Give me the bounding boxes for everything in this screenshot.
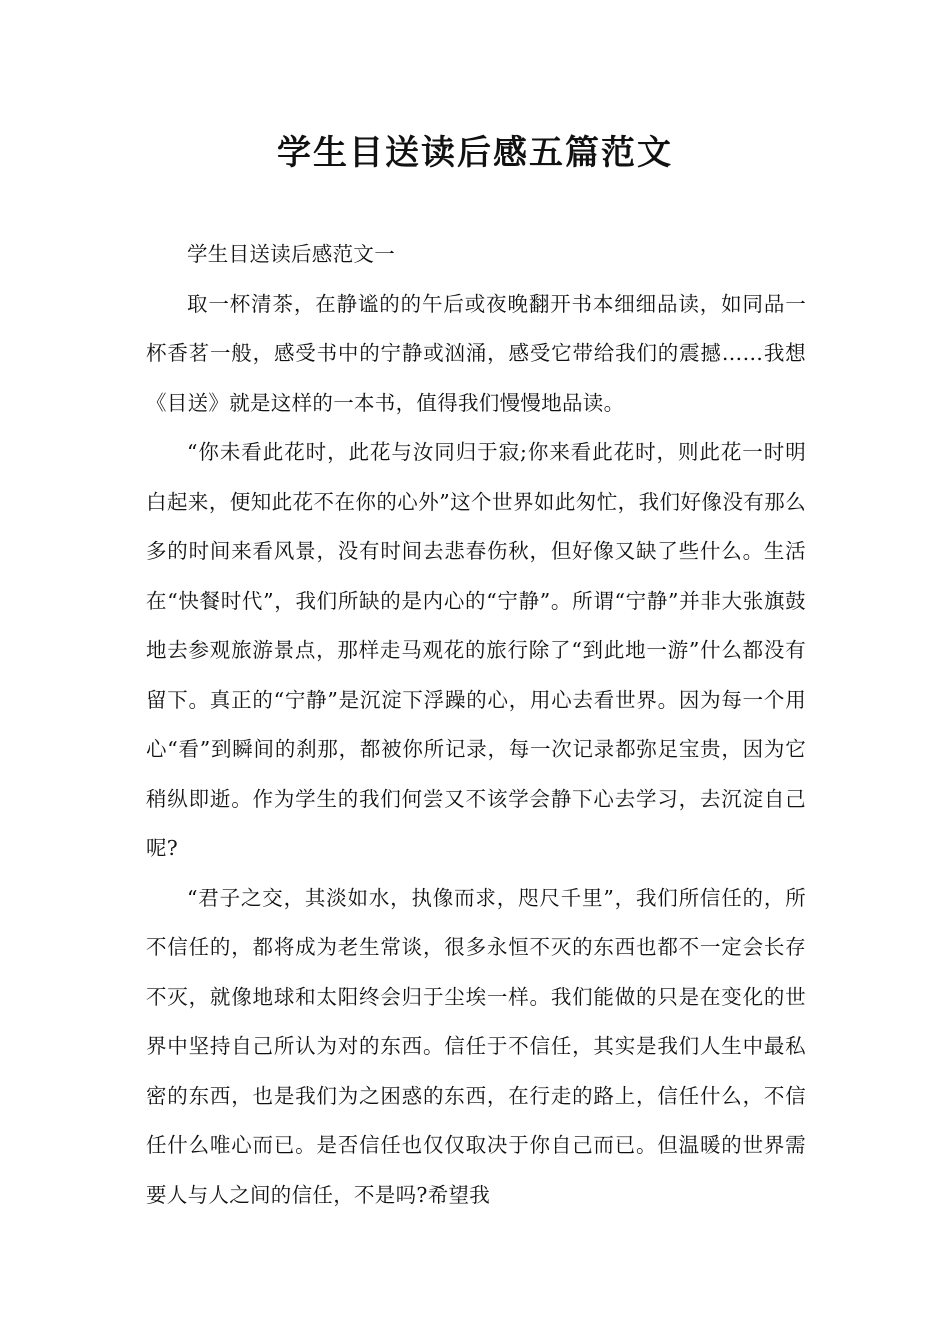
document-title: 学生目送读后感五篇范文 — [277, 133, 673, 173]
body-paragraph: “君子之交，其淡如水，执像而求，咫尺千里”，我们所信任的，所不信任的，都将成为老生常谈，很多永恒不灭的东西也都不一定会长存不灭，就像地球和太阳终会归于尘埃一样。我们能做的只是在变化的世界中坚持自己所认为对的东西。信任于不信任，其实是我们人生中最私密的东西，也是我们为之困惑的东西，在行走的路上，信任什么，不信任什么唯心而已。是否信任也仅仅取决于你自己而已。但温暖的世界需要人与人之间的信任，不是吗?希望我 — [146, 885, 806, 1207]
body-paragraph: “你未看此花时，此花与汝同归于寂;你来看此花时，则此花一时明白起来，便知此花不在你的心外”这个世界如此匆忙，我们好像没有那么多的时间来看风景，没有时间去悲春伤秋，但好像又缺了些什么。生活在“快餐时代”，我们所缺的是内心的“宁静”。所谓“宁静”并非大张旗鼓地去参观旅游景点，那样走马观花的旅行除了“到此地一游”什么都没有留下。真正的“宁静”是沉淀下浮躁的心，用心去看世界。因为每一个用心“看”到瞬间的刹那，都被你所记录，每一次记录都弥足宝贵，因为它稍纵即逝。作为学生的我们何尝又不该学会静下心去学习，去沉淀自己呢? — [146, 440, 806, 860]
document-body — [146, 230, 806, 1220]
body-paragraph: 取一杯清茶，在静谧的的午后或夜晚翻开书本细细品读，如同品一杯香茗一般，感受书中的宁静或汹涌，感受它带给我们的震撼……我想《目送》就是这样的一本书，值得我们慢慢地品读。 — [146, 291, 806, 415]
section-heading: 学生目送读后感范文一 — [187, 242, 395, 266]
